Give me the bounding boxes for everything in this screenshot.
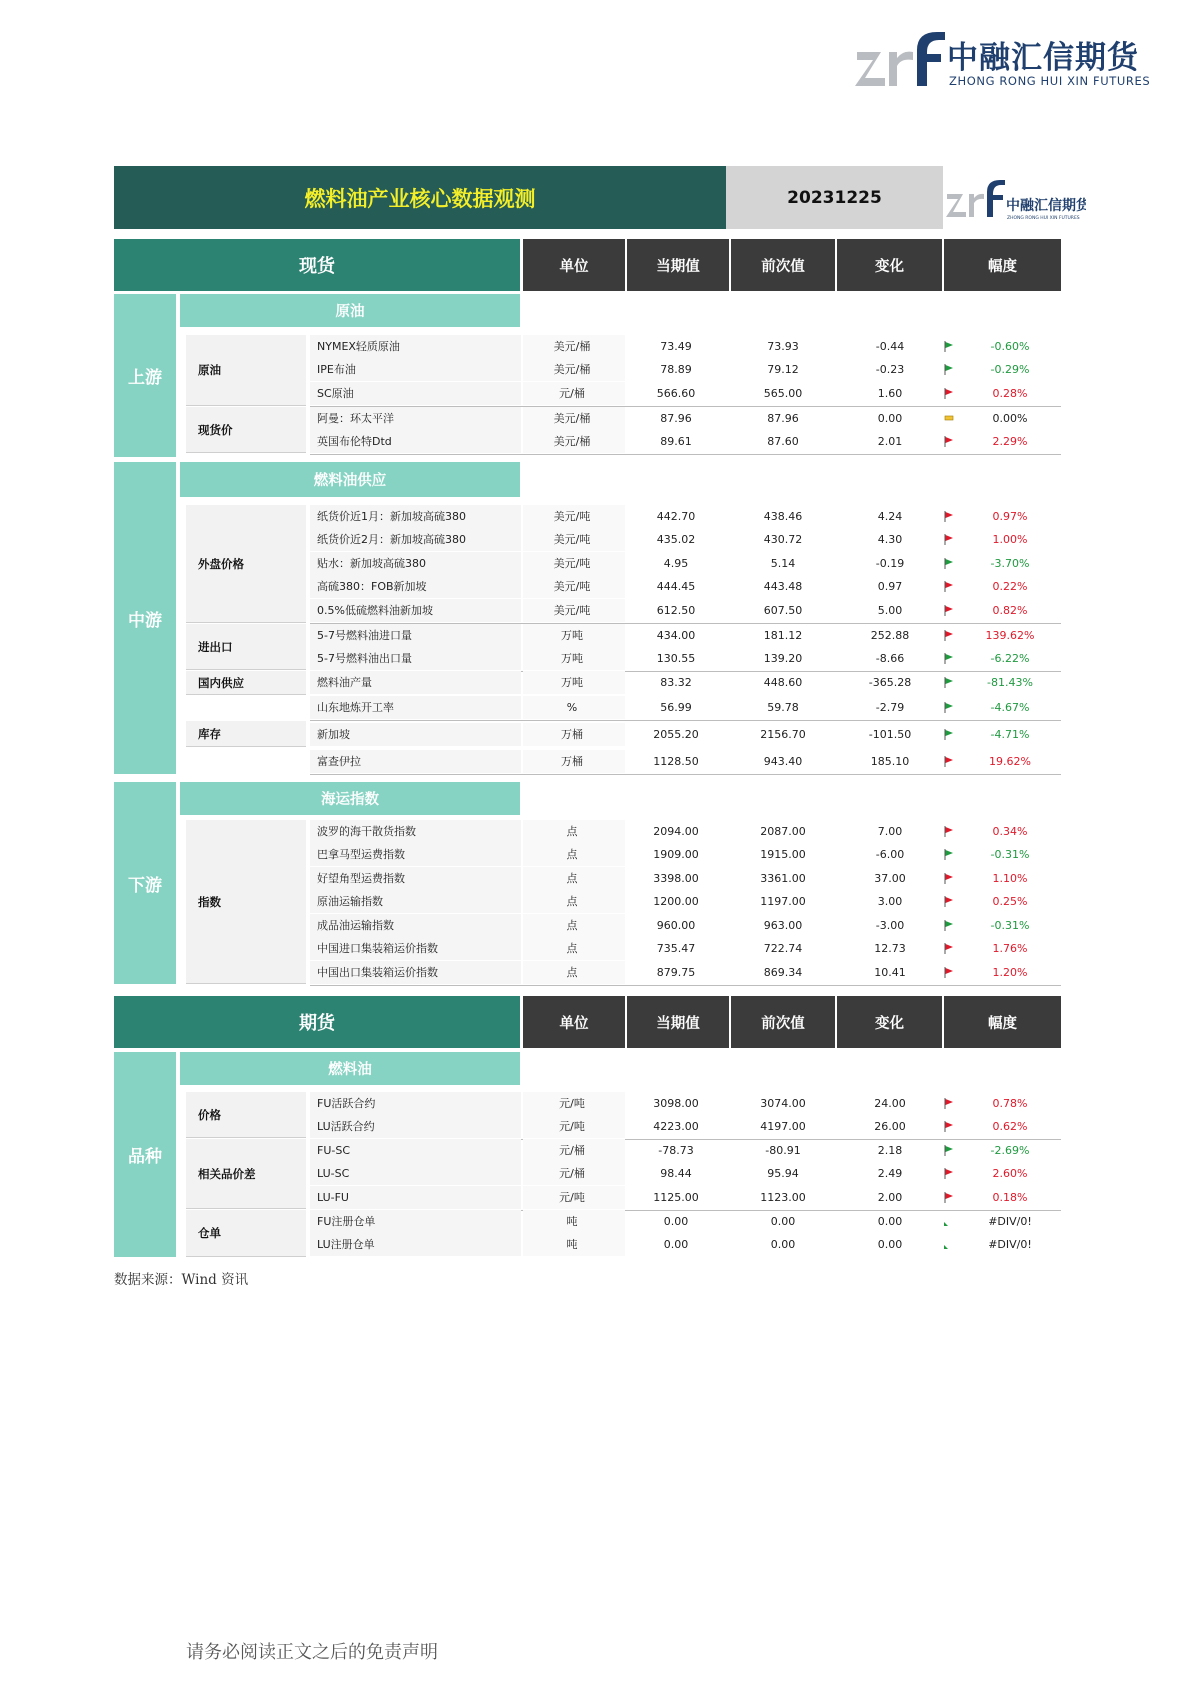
row-change: -365.28 [868,676,912,689]
row-name: 纸货价近2月：新加坡高硫380 [317,533,466,546]
row-pct-change: -0.31% [990,919,1030,932]
row-unit: 万桶 [561,755,583,768]
row-name: 巴拿马型运费指数 [317,848,405,861]
row-change: -2.79 [875,701,905,714]
data-source: 数据来源：Wind 资讯 [114,1272,249,1288]
row-current-value: 130.55 [656,652,696,665]
row-unit: 美元/吨 [553,580,591,593]
row-name: LU注册仓单 [317,1238,375,1251]
row-unit: 美元/吨 [553,510,591,523]
futures-col-header-unit: 单位 [523,996,625,1048]
row-current-value: 3098.00 [653,1097,699,1110]
row-change: 12.73 [874,942,906,955]
group-spread: 相关品价差 [186,1139,306,1209]
row-pct-change: 1.76% [992,942,1028,955]
group-import-export: 进出口 [186,624,306,670]
flag-icon [942,599,956,622]
group-crude: 原油 [186,335,306,406]
row-current-value: 735.47 [656,942,696,955]
row-previous-value: 87.60 [767,435,799,448]
small-zrf-logo-mark [946,178,1086,222]
row-unit: 元/桶 [559,1144,585,1157]
row-previous-value: 443.48 [763,580,803,593]
table-row [310,1186,1061,1211]
row-pct-change: 0.00% [992,412,1028,425]
row-pct-change: 0.28% [992,387,1028,400]
table-row [310,1162,1061,1186]
flag-icon [942,1186,956,1209]
row-previous-value: 963.00 [763,919,803,932]
small-company-logo [946,178,1086,222]
table-row [310,407,1061,431]
logo-chinese-name: 中融汇信期货 [947,40,1139,76]
row-unit: 点 [566,848,578,861]
row-current-value: 435.02 [656,533,696,546]
row-pct-change: 139.62% [985,629,1035,642]
row-pct-change: 1.10% [992,872,1028,885]
row-unit: 元/桶 [559,387,585,400]
row-current-value: 87.96 [660,412,692,425]
flag-icon [942,1139,956,1162]
row-name: 贴水：新加坡高硫380 [317,557,426,570]
flag-icon [942,1115,956,1138]
table-row [310,505,1061,529]
col-header-unit: 单位 [523,239,625,291]
row-pct-change: 0.78% [992,1097,1028,1110]
row-current-value: 960.00 [656,919,696,932]
row-pct-change: #DIV/0! [988,1215,1032,1228]
row-change: 10.41 [874,966,906,979]
futures-col-header-pct: 幅度 [944,996,1061,1048]
table-row [310,552,1061,576]
table-row [310,696,1061,721]
subsection-fuel-oil: 燃料油 [180,1052,520,1085]
report-date: 20231225 [726,166,943,229]
group-domestic-supply: 国内供应 [186,671,306,695]
row-previous-value: 87.96 [767,412,799,425]
flag-icon [942,961,956,984]
table-row [310,867,1061,891]
row-current-value: 1125.00 [653,1191,699,1204]
table-row [310,1139,1061,1163]
row-name: 纸货价近1月：新加坡高硫380 [317,510,466,523]
row-current-value: 78.89 [660,363,692,376]
row-change: 2.49 [877,1167,903,1180]
table-row [310,1210,1061,1234]
row-change: 7.00 [877,825,903,838]
row-unit: 元/吨 [559,1097,585,1110]
row-name: 成品油运输指数 [317,919,394,932]
row-name: FU活跃合约 [317,1097,376,1110]
flag-icon [942,867,956,890]
futures-col-header-current: 当期值 [627,996,729,1048]
row-current-value: 56.99 [660,701,692,714]
row-name: 5-7号燃料油出口量 [317,652,412,665]
row-pct-change: -3.70% [990,557,1030,570]
row-current-value: 2055.20 [653,728,699,741]
row-current-value: 434.00 [656,629,696,642]
row-name: 好望角型运费指数 [317,872,405,885]
row-current-value: 0.00 [663,1238,689,1251]
flag-icon [942,843,956,866]
row-pct-change: 2.60% [992,1167,1028,1180]
row-current-value: 89.61 [660,435,692,448]
col-header-current: 当期值 [627,239,729,291]
subsection-shipping-index: 海运指数 [180,782,520,815]
row-unit: 点 [566,872,578,885]
row-name: NYMEX轻质原油 [317,340,400,353]
row-current-value: 4.95 [663,557,689,570]
row-change: 2.18 [877,1144,903,1157]
flag-icon [942,505,956,528]
row-unit: 美元/桶 [553,363,591,376]
group-spot-price: 现货价 [186,407,306,453]
flag-icon [942,696,956,719]
segment-variety: 品种 [114,1052,176,1257]
row-pct-change: 0.34% [992,825,1028,838]
row-current-value: 879.75 [656,966,696,979]
table-row [310,937,1061,961]
table-row [310,890,1061,914]
row-unit: 万吨 [561,652,583,665]
row-unit: 美元/吨 [553,533,591,546]
row-pct-change: -4.67% [990,701,1030,714]
row-pct-change: 0.22% [992,580,1028,593]
row-name: 波罗的海干散货指数 [317,825,416,838]
row-unit: 点 [566,895,578,908]
row-unit: 元/桶 [559,1167,585,1180]
disclaimer-footer: 请务必阅读正文之后的免责声明 [186,1642,438,1663]
flag-icon [942,382,956,405]
table-row [310,1115,1061,1140]
table-row [310,723,1061,747]
flag-icon [942,937,956,960]
row-previous-value: 1123.00 [760,1191,806,1204]
row-previous-value: 4197.00 [760,1120,806,1133]
row-unit: 美元/吨 [553,604,591,617]
row-unit: 点 [566,825,578,838]
row-pct-change: 1.20% [992,966,1028,979]
row-pct-change: -2.69% [990,1144,1030,1157]
row-change: 0.00 [877,1215,903,1228]
table-row [310,528,1061,552]
flag-icon [942,750,956,773]
row-change: 0.00 [877,1238,903,1251]
row-pct-change: 1.00% [992,533,1028,546]
row-pct-change: -0.29% [990,363,1030,376]
row-unit: 点 [566,966,578,979]
flag-icon [942,890,956,913]
row-name: 原油运输指数 [317,895,383,908]
row-current-value: 612.50 [656,604,696,617]
row-previous-value: 59.78 [767,701,799,714]
report-title: 燃料油产业核心数据观测 [304,186,536,211]
row-previous-value: 3074.00 [760,1097,806,1110]
row-current-value: -78.73 [658,1144,694,1157]
row-previous-value: 0.00 [770,1215,796,1228]
table-row [310,430,1061,455]
row-change: 5.00 [877,604,903,617]
row-previous-value: 438.46 [763,510,803,523]
row-pct-change: 0.18% [992,1191,1028,1204]
row-name: 0.5%低硫燃料油新加坡 [317,604,433,617]
row-change: -8.66 [875,652,905,665]
row-unit: 美元/桶 [553,340,591,353]
row-previous-value: 139.20 [763,652,803,665]
group-overseas-price: 外盘价格 [186,505,306,623]
row-name: FU注册仓单 [317,1215,376,1228]
logo-english-name: ZHONG RONG HUI XIN FUTURES [949,74,1151,88]
row-previous-value: 722.74 [763,942,803,955]
row-change: 4.24 [877,510,903,523]
table-row [310,624,1061,648]
row-unit: 美元/吨 [553,557,591,570]
flag-icon [942,430,956,453]
flag-icon [942,671,956,694]
subsection-fuel-supply: 燃料油供应 [180,462,520,497]
flag-icon [942,914,956,937]
table-row [310,961,1061,986]
row-current-value: 444.45 [656,580,696,593]
row-name: 英国布伦特Dtd [317,435,392,448]
group-inventory: 库存 [186,721,306,747]
row-change: -6.00 [875,848,905,861]
col-header-previous: 前次值 [731,239,835,291]
row-name: 新加坡 [317,728,350,741]
row-name: 富查伊拉 [317,755,361,768]
row-name: 阿曼：环太平洋 [317,412,394,425]
futures-col-header-change: 变化 [837,996,942,1048]
row-previous-value: 1197.00 [760,895,806,908]
table-row [310,382,1061,407]
row-unit: % [566,701,578,714]
report-title-bar [114,166,726,229]
row-change: 185.10 [870,755,910,768]
row-pct-change: 2.29% [992,435,1028,448]
row-pct-change: 0.25% [992,895,1028,908]
row-name: 山东地炼开工率 [317,701,394,714]
group-index: 指数 [186,820,306,984]
row-previous-value: 448.60 [763,676,803,689]
row-unit: 吨 [566,1215,578,1228]
row-change: -3.00 [875,919,905,932]
row-pct-change: 19.62% [989,755,1031,768]
row-pct-change: -0.60% [990,340,1030,353]
row-pct-change: -81.43% [987,676,1033,689]
row-name: SC原油 [317,387,354,400]
row-unit: 点 [566,942,578,955]
small-logo-english: ZHONG RONG HUI XIN FUTURES [1007,216,1080,221]
row-pct-change: 0.82% [992,604,1028,617]
flag-icon [942,358,956,381]
row-change: 4.30 [877,533,903,546]
row-change: 37.00 [874,872,906,885]
row-pct-change: #DIV/0! [988,1238,1032,1251]
row-change: 0.97 [877,580,903,593]
row-current-value: 1200.00 [653,895,699,908]
row-previous-value: 2156.70 [760,728,806,741]
group-warehouse-receipt: 仓单 [186,1210,306,1257]
group-futures-price: 价格 [186,1092,306,1138]
row-change: 252.88 [870,629,910,642]
row-unit: 元/吨 [559,1120,585,1133]
row-current-value: 73.49 [660,340,692,353]
row-name: IPE布油 [317,363,356,376]
row-unit: 万桶 [561,728,583,741]
row-current-value: 0.00 [663,1215,689,1228]
flag-icon [942,723,956,746]
row-current-value: 1909.00 [653,848,699,861]
row-name: LU-FU [317,1191,349,1204]
table-row [310,575,1061,599]
row-change: -0.44 [875,340,905,353]
row-pct-change: -4.71% [990,728,1030,741]
flag-icon [942,820,956,843]
flag-icon [942,335,956,358]
row-pct-change: 0.62% [992,1120,1028,1133]
row-previous-value: 3361.00 [760,872,806,885]
table-row [310,750,1061,775]
row-change: 2.00 [877,1191,903,1204]
segment-midstream: 中游 [114,462,176,774]
table-row [310,843,1061,867]
row-name: LU-SC [317,1167,350,1180]
table-row [310,1092,1061,1116]
flag-icon [942,552,956,575]
zrf-logo-mark [855,28,947,90]
flag-icon [942,1162,956,1185]
flag-icon [942,1092,956,1115]
row-current-value: 83.32 [660,676,692,689]
row-unit: 万吨 [561,676,583,689]
row-change: -0.23 [875,363,905,376]
table-row [310,671,1061,695]
row-previous-value: 0.00 [770,1238,796,1251]
row-previous-value: 943.40 [763,755,803,768]
flat-indicator-icon [942,407,956,430]
table-row [310,358,1061,382]
table-row [310,647,1061,672]
row-change: 24.00 [874,1097,906,1110]
row-change: 3.00 [877,895,903,908]
company-logo [855,28,1151,92]
row-change: -101.50 [868,728,912,741]
row-previous-value: -80.91 [765,1144,801,1157]
row-unit: 万吨 [561,629,583,642]
row-previous-value: 95.94 [767,1167,799,1180]
row-previous-value: 607.50 [763,604,803,617]
row-previous-value: 1915.00 [760,848,806,861]
futures-header: 期货 [114,996,520,1048]
row-previous-value: 73.93 [767,340,799,353]
row-name: 燃料油产量 [317,676,372,689]
row-pct-change: -0.31% [990,848,1030,861]
row-change: 1.60 [877,387,903,400]
row-pct-change: 0.97% [992,510,1028,523]
row-previous-value: 5.14 [770,557,796,570]
segment-downstream: 下游 [114,782,176,984]
row-name: 中国进口集装箱运价指数 [317,942,438,955]
row-current-value: 2094.00 [653,825,699,838]
subsection-crude: 原油 [180,294,520,327]
table-row [310,1233,1061,1257]
row-current-value: 442.70 [656,510,696,523]
col-header-change: 变化 [837,239,942,291]
table-row [310,914,1061,938]
flag-icon [942,575,956,598]
spot-header: 现货 [114,239,520,291]
table-row [310,820,1061,844]
row-unit: 吨 [566,1238,578,1251]
col-header-pct: 幅度 [944,239,1061,291]
row-unit: 点 [566,919,578,932]
row-unit: 元/吨 [559,1191,585,1204]
row-change: 2.01 [877,435,903,448]
row-change: -0.19 [875,557,905,570]
small-logo-chinese: 中融汇信期货 [1006,198,1086,214]
row-previous-value: 2087.00 [760,825,806,838]
row-current-value: 98.44 [660,1167,692,1180]
flag-icon [942,624,956,647]
row-unit: 美元/桶 [553,412,591,425]
corner-marker-icon [942,1210,956,1233]
row-name: 高硫380：FOB新加坡 [317,580,427,593]
row-name: 5-7号燃料油进口量 [317,629,412,642]
row-previous-value: 430.72 [763,533,803,546]
row-name: 中国出口集装箱运价指数 [317,966,438,979]
row-previous-value: 869.34 [763,966,803,979]
segment-upstream: 上游 [114,294,176,457]
row-current-value: 1128.50 [653,755,699,768]
table-row [310,335,1061,359]
row-pct-change: -6.22% [990,652,1030,665]
flag-icon [942,647,956,670]
row-change: 0.00 [877,412,903,425]
row-change: 26.00 [874,1120,906,1133]
row-current-value: 566.60 [656,387,696,400]
row-name: LU活跃合约 [317,1120,375,1133]
row-current-value: 4223.00 [653,1120,699,1133]
row-unit: 美元/桶 [553,435,591,448]
row-previous-value: 181.12 [763,629,803,642]
futures-col-header-previous: 前次值 [731,996,835,1048]
row-previous-value: 79.12 [767,363,799,376]
row-name: FU-SC [317,1144,351,1157]
corner-marker-icon [942,1233,956,1256]
flag-icon [942,528,956,551]
table-row [310,599,1061,624]
row-previous-value: 565.00 [763,387,803,400]
row-current-value: 3398.00 [653,872,699,885]
